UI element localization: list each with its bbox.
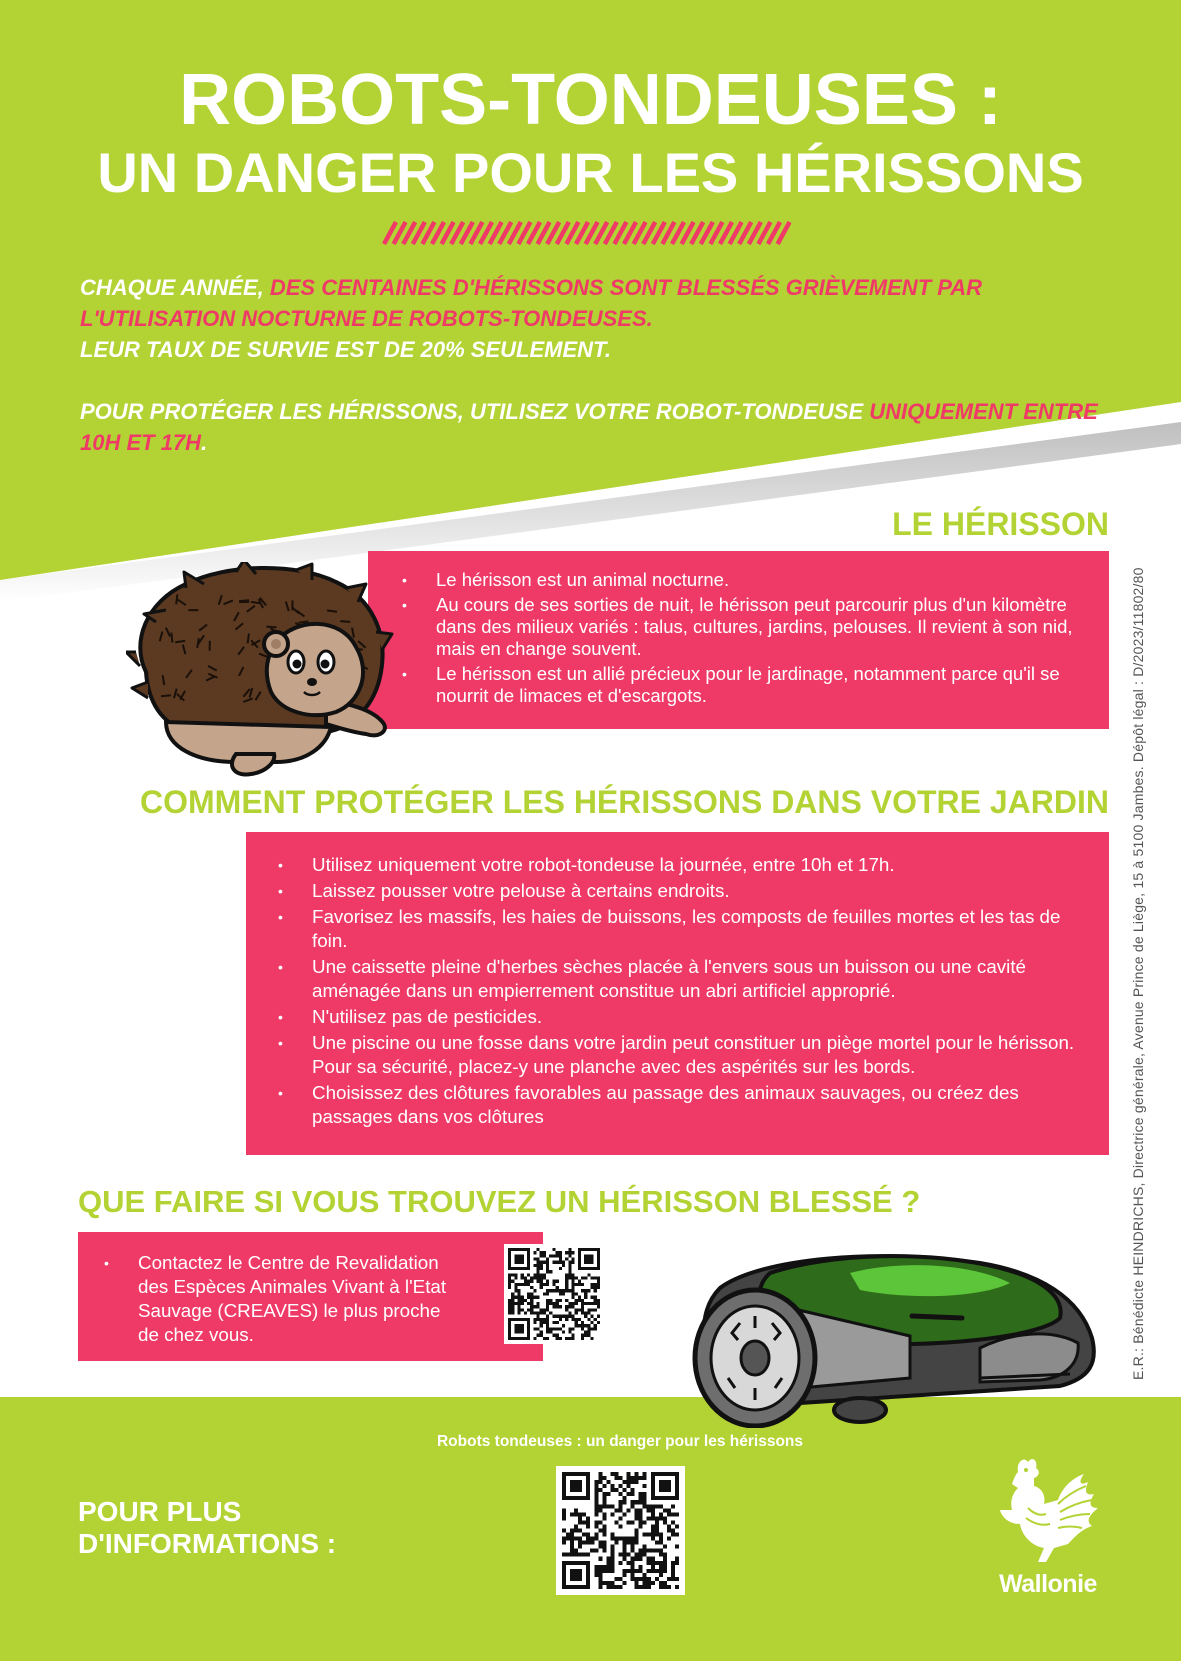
footer-info-line-1: POUR PLUS [78, 1496, 242, 1527]
intro-paragraph-1 [80, 272, 1100, 334]
logo-text: Wallonie [999, 1570, 1097, 1598]
section-title-herisson: LE HÉRISSON [892, 506, 1109, 542]
qr-code-icon[interactable] [556, 1466, 685, 1595]
list-item: • Une piscine ou une fosse dans votre jardin peut constituer un piège mortel pour le hérisson. Pour sa sécurité, placez-y une planche avec des aspérités sur les bords. [274, 1031, 1081, 1079]
intro-advice-highlight: UNIQUEMENT ENTRE 10H ET 17H [80, 399, 1098, 455]
list-item: • Une caissette pleine d'herbes sèches placée à l'envers sous un buisson ou une cavité aménagée dans un empierrement constitue un abri artificiel approprié. [274, 955, 1081, 1003]
intro-paragraph-3 [80, 396, 1100, 458]
main-subtitle: UN DANGER POUR LES HÉRISSONS [97, 141, 1084, 204]
list-item: • Le hérisson est un allié précieux pour le jardinage, notamment parce qu'il se nourrit de limaces et d'escargots. [398, 663, 1081, 707]
list-item: • Contactez le Centre de Revalidation des Espèces Animales Vivant à l'Etat Sauvage (CREAVES) le plus proche de chez vous. [100, 1251, 460, 1347]
intro-paragraph-2: LEUR TAUX DE SURVIE EST DE 20% SEULEMENT. [80, 337, 611, 362]
wallonie-logo [988, 1452, 1108, 1602]
list-item: • Le hérisson est un animal nocturne. [398, 569, 1081, 591]
qr-code-icon[interactable] [504, 1244, 604, 1344]
footer-caption: Robots tondeuses : un danger pour les hérissons [436, 1433, 804, 1450]
footer-info-label [78, 1496, 336, 1560]
footer-info-line-2: D'INFORMATIONS : [78, 1528, 337, 1559]
section-title-blesse: QUE FAIRE SI VOUS TROUVEZ UN HÉRISSON BLESSÉ ? [78, 1184, 921, 1219]
intro-lead: CHAQUE ANNÉE, [80, 275, 270, 300]
rooster-icon [988, 1452, 1108, 1570]
intro-advice: POUR PROTÉGER LES HÉRISSONS, UTILISEZ VOTRE ROBOT-TONDEUSE [80, 399, 870, 424]
main-title: ROBOTS-TONDEUSES : [179, 60, 1002, 140]
proteger-info-box [246, 832, 1109, 1155]
list-item: • Utilisez uniquement votre robot-tondeuse la journée, entre 10h et 17h. [274, 853, 1081, 877]
hedgehog-icon [126, 562, 410, 780]
herisson-info-box [368, 551, 1109, 729]
blesse-info-box [78, 1232, 543, 1361]
list-item: • Favorisez les massifs, les haies de buissons, les composts de feuilles mortes et les tas de foin. [274, 905, 1081, 953]
robot-mower-icon [680, 1228, 1100, 1428]
list-item: • Au cours de ses sorties de nuit, le hérisson peut parcourir plus d'un kilomètre dans des milieux variés : talus, cultures, jardins, pelouses. Il revient à son nid, mais en change souvent. [398, 594, 1081, 660]
list-item: • Choisissez des clôtures favorables au passage des animaux sauvages, ou créez des passages dans vos clôtures [274, 1081, 1081, 1129]
legal-notice: E.R.: Bénédicte HEINDRICHS, Directrice générale, Avenue Prince de Liège, 15 à 5100 Jambes. Dépôt légal : D/2023/11802/80 [1130, 567, 1146, 1380]
intro-highlight: DES CENTAINES D'HÉRISSONS SONT BLESSÉS GRIÈVEMENT PAR L'UTILISATION NOCTURNE DE ROBOTS-TONDEUSES. [80, 275, 983, 331]
section-title-proteger: COMMENT PROTÉGER LES HÉRISSONS DANS VOTRE JARDIN [140, 784, 1109, 820]
hatch-divider [380, 220, 792, 246]
list-item: • N'utilisez pas de pesticides. [274, 1005, 1081, 1029]
intro-text [80, 272, 1100, 458]
intro-period: . [201, 430, 208, 455]
list-item: • Laissez pousser votre pelouse à certains endroits. [274, 879, 1081, 903]
